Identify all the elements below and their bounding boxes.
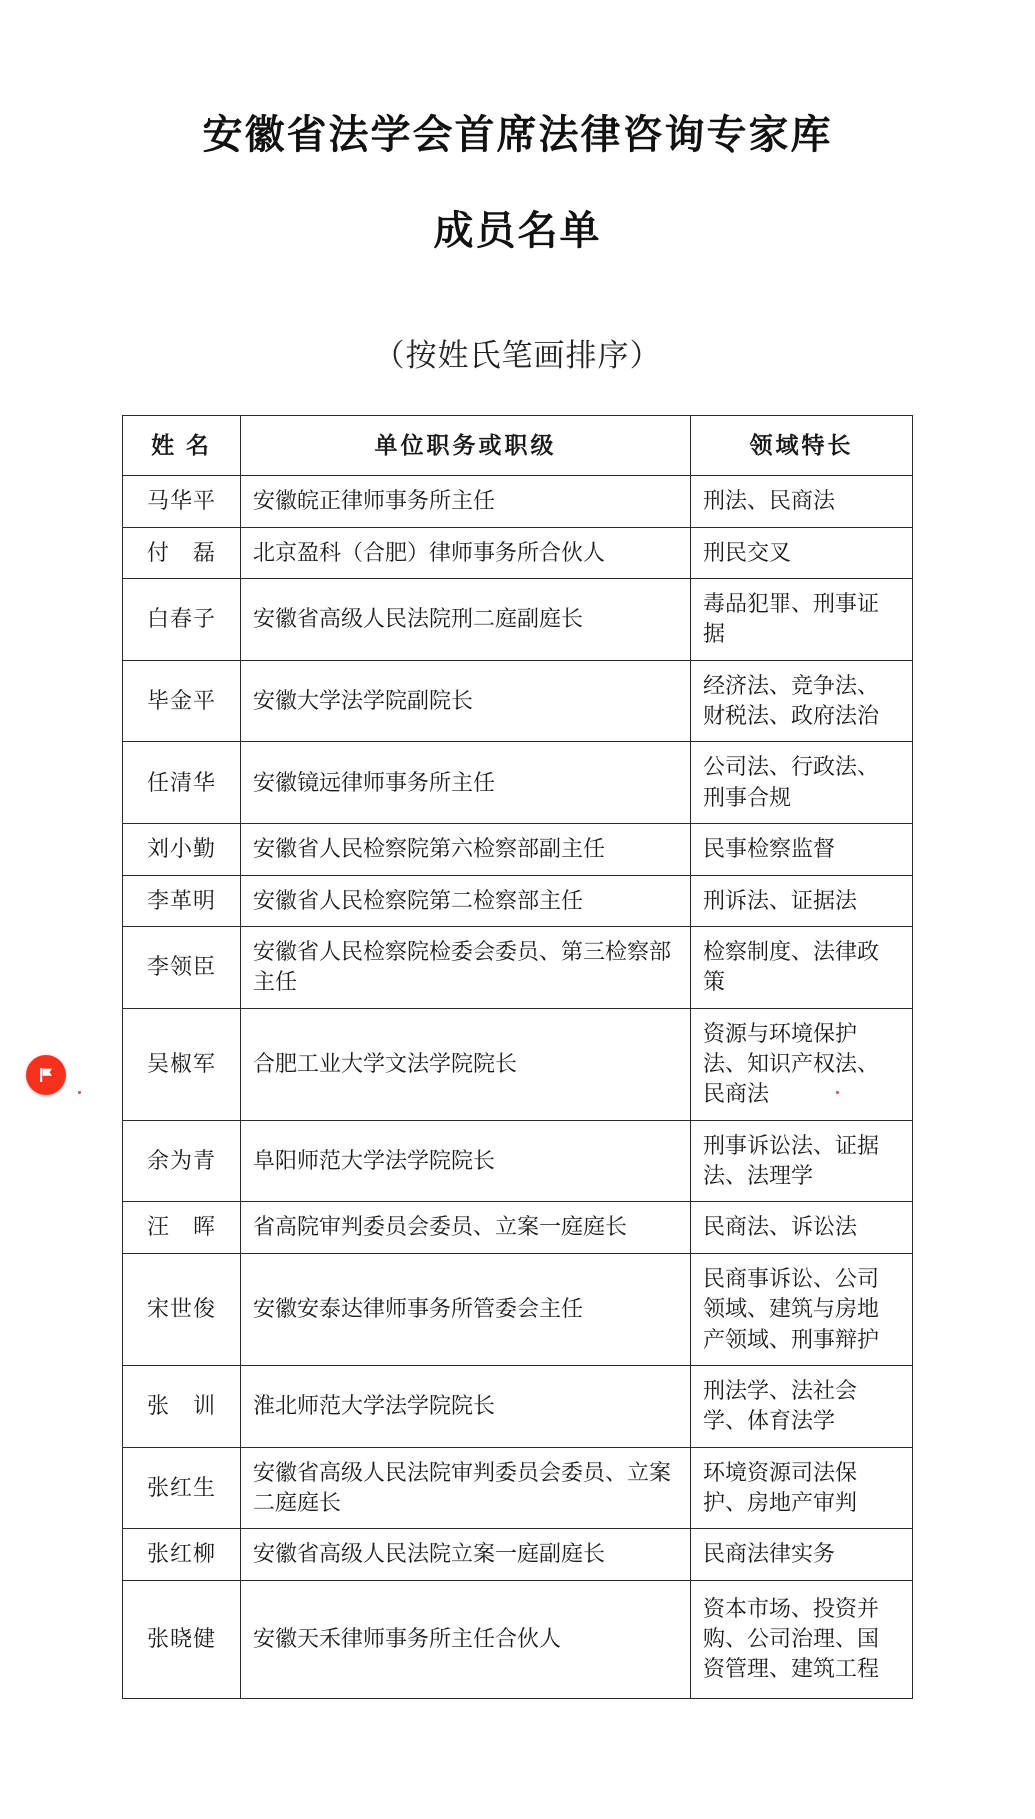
cell-post: 合肥工业大学文法学院院长 xyxy=(241,1008,691,1120)
page-title-line-1: 安徽省法学会首席法律咨询专家库 xyxy=(202,112,833,157)
table-body xyxy=(123,476,913,1698)
cell-name: 马华平 xyxy=(123,476,241,527)
table-row xyxy=(123,1253,913,1365)
page-title xyxy=(0,27,1035,251)
cell-field: 环境资源司法保护、房地产审判 xyxy=(691,1447,913,1529)
red-flag-badge-icon[interactable] xyxy=(26,1055,66,1095)
cell-post: 安徽大学法学院副院长 xyxy=(241,660,691,742)
table-row xyxy=(123,1202,913,1253)
table-row xyxy=(123,1447,913,1529)
cell-post: 安徽镜远律师事务所主任 xyxy=(241,742,691,824)
cell-name: 余为青 xyxy=(123,1120,241,1202)
column-header-name: 姓 名 xyxy=(123,415,241,476)
cell-post: 安徽皖正律师事务所主任 xyxy=(241,476,691,527)
cell-field: 民商法、诉讼法 xyxy=(691,1202,913,1253)
cell-post: 省高院审判委员会委员、立案一庭庭长 xyxy=(241,1202,691,1253)
cell-name: 张 训 xyxy=(123,1365,241,1447)
cell-field: 资源与环境保护法、知识产权法、民商法 xyxy=(691,1008,913,1120)
cell-name: 吴椒军 xyxy=(123,1008,241,1120)
page-title-line-2: 成员名单 xyxy=(433,208,602,253)
page-subtitle: （按姓氏笔画排序） xyxy=(373,337,662,373)
table-row xyxy=(123,527,913,578)
cell-name: 白春子 xyxy=(123,579,241,661)
cell-name: 张晓健 xyxy=(123,1580,241,1698)
edge-marker-dot-right xyxy=(836,1091,839,1094)
cell-name: 刘小勤 xyxy=(123,824,241,875)
cell-field: 刑事诉讼法、证据法、法理学 xyxy=(691,1120,913,1202)
cell-name: 李革明 xyxy=(123,875,241,926)
cell-post: 安徽天禾律师事务所主任合伙人 xyxy=(241,1580,691,1698)
table-header-row xyxy=(123,415,913,476)
cell-post: 安徽省高级人民法院审判委员会委员、立案二庭庭长 xyxy=(241,1447,691,1529)
cell-name: 宋世俊 xyxy=(123,1253,241,1365)
cell-name: 任清华 xyxy=(123,742,241,824)
cell-name: 付 磊 xyxy=(123,527,241,578)
edge-marker-dot-left xyxy=(78,1091,81,1094)
table-row xyxy=(123,1008,913,1120)
table-row xyxy=(123,660,913,742)
table-row xyxy=(123,579,913,661)
cell-post: 安徽省人民检察院第二检察部主任 xyxy=(241,875,691,926)
table-row xyxy=(123,1580,913,1698)
cell-field: 刑法学、法社会学、体育法学 xyxy=(691,1365,913,1447)
document-page xyxy=(0,27,1035,1699)
cell-post: 安徽省人民检察院检委会委员、第三检察部主任 xyxy=(241,926,691,1008)
cell-name: 李领臣 xyxy=(123,926,241,1008)
cell-post: 安徽省高级人民法院刑二庭副庭长 xyxy=(241,579,691,661)
cell-post: 安徽省高级人民法院立案一庭副庭长 xyxy=(241,1529,691,1580)
table-row xyxy=(123,1120,913,1202)
cell-field: 民商法律实务 xyxy=(691,1529,913,1580)
cell-name: 汪 晖 xyxy=(123,1202,241,1253)
expert-roster-table xyxy=(122,415,913,1699)
cell-post: 北京盈科（合肥）律师事务所合伙人 xyxy=(241,527,691,578)
column-header-post: 单位职务或职级 xyxy=(241,415,691,476)
cell-field: 资本市场、投资并购、公司治理、国资管理、建筑工程 xyxy=(691,1580,913,1698)
cell-name: 张红生 xyxy=(123,1447,241,1529)
cell-field: 民商事诉讼、公司领域、建筑与房地产领域、刑事辩护 xyxy=(691,1253,913,1365)
cell-field: 刑诉法、证据法 xyxy=(691,875,913,926)
cell-post: 淮北师范大学法学院院长 xyxy=(241,1365,691,1447)
table-row xyxy=(123,476,913,527)
cell-field: 毒品犯罪、刑事证据 xyxy=(691,579,913,661)
cell-field: 刑民交叉 xyxy=(691,527,913,578)
table-row xyxy=(123,926,913,1008)
table-row xyxy=(123,1365,913,1447)
cell-post: 安徽省人民检察院第六检察部副主任 xyxy=(241,824,691,875)
table-row xyxy=(123,742,913,824)
cell-name: 毕金平 xyxy=(123,660,241,742)
table-row xyxy=(123,1529,913,1580)
cell-post: 安徽安泰达律师事务所管委会主任 xyxy=(241,1253,691,1365)
cell-field: 公司法、行政法、刑事合规 xyxy=(691,742,913,824)
table-row xyxy=(123,824,913,875)
cell-field: 民事检察监督 xyxy=(691,824,913,875)
table-row xyxy=(123,875,913,926)
cell-field: 刑法、民商法 xyxy=(691,476,913,527)
cell-name: 张红柳 xyxy=(123,1529,241,1580)
cell-field: 检察制度、法律政策 xyxy=(691,926,913,1008)
cell-field: 经济法、竞争法、财税法、政府法治 xyxy=(691,660,913,742)
column-header-field: 领域特长 xyxy=(691,415,913,476)
cell-post: 阜阳师范大学法学院院长 xyxy=(241,1120,691,1202)
